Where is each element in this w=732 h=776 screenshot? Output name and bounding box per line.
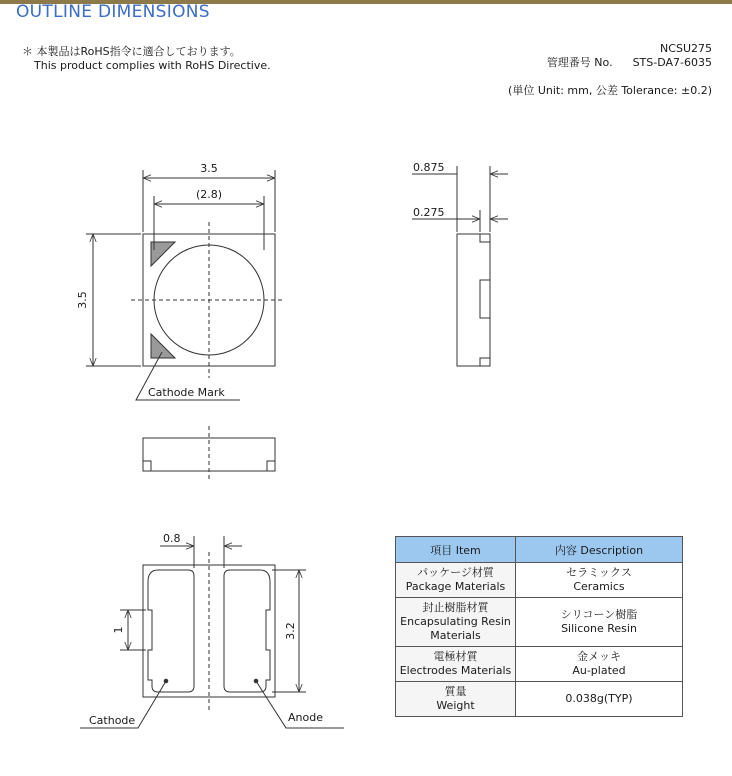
materials-table <box>395 536 683 717</box>
doc-number: STS-DA7-6035 <box>632 56 712 69</box>
desc-jp: セラミックス <box>566 566 632 579</box>
table-row <box>396 598 683 647</box>
front-view <box>143 426 275 482</box>
desc-en: Silicone Resin <box>561 622 637 635</box>
header-description: 内容 Description <box>516 537 683 563</box>
top-view <box>86 170 283 400</box>
item-jp: 封止樹脂材質 <box>422 601 489 614</box>
part-number: NCSU275 <box>660 42 712 55</box>
table-row <box>396 647 683 682</box>
dim-pad-gap-text: 0.8 <box>163 532 181 545</box>
cathode-pad <box>148 570 194 692</box>
dim-side-step-text: 0.275 <box>413 206 445 219</box>
side-step-top <box>480 234 490 242</box>
dim-side-total-text: 0.875 <box>413 161 445 174</box>
anode-pad <box>224 570 270 692</box>
corner-mark-top <box>151 242 175 266</box>
front-pad-left <box>143 461 151 471</box>
table-row <box>396 682 683 717</box>
item-en-2: Materials <box>430 629 481 642</box>
desc-jp: 金メッキ <box>577 650 621 663</box>
front-pad-right <box>267 461 275 471</box>
side-view-body <box>457 234 490 366</box>
dim-pad-height-text: 3.2 <box>284 622 297 640</box>
side-step-mid <box>480 280 490 318</box>
desc-en: Au-plated <box>572 664 626 677</box>
cathode-label: Cathode <box>89 714 136 727</box>
side-view <box>412 166 508 366</box>
desc-en: Ceramics <box>573 580 625 593</box>
table-row <box>396 563 683 598</box>
item-en: Weight <box>436 699 475 712</box>
table-header <box>396 537 683 563</box>
item-jp: 電極材質 <box>433 650 478 663</box>
desc-en: 0.038g(TYP) <box>565 692 633 705</box>
cathode-mark-triangle <box>151 334 175 358</box>
side-step-bottom <box>480 358 490 366</box>
anode-label: Anode <box>288 711 323 724</box>
dim-lens-text: (2.8) <box>195 188 223 201</box>
item-en: Encapsulating Resin <box>400 615 511 628</box>
dim-height-text: 3.5 <box>76 291 89 309</box>
rohs-note-jp: ＊ 本製品はRoHS指令に適合しております。 <box>22 45 241 58</box>
doc-number-label: 管理番号 No. <box>546 56 613 69</box>
header-item: 項目 Item <box>396 537 516 563</box>
item-jp: パッケージ材質 <box>417 566 494 579</box>
item-en: Package Materials <box>405 580 506 593</box>
dim-width-text: 3.5 <box>200 162 218 175</box>
rohs-note-en: This product complies with RoHS Directive. <box>34 59 271 72</box>
unit-tolerance: (単位 Unit: mm, 公差 Tolerance: ±0.2) <box>508 84 712 97</box>
cathode-mark-label: Cathode Mark <box>148 386 225 399</box>
page-title: OUTLINE DIMENSIONS <box>16 2 210 22</box>
dim-pad-spacing-text: 1 <box>112 626 125 634</box>
item-en: Electrodes Materials <box>399 664 512 677</box>
item-jp: 質量 <box>444 685 467 698</box>
desc-jp: シリコーン樹脂 <box>560 608 638 621</box>
